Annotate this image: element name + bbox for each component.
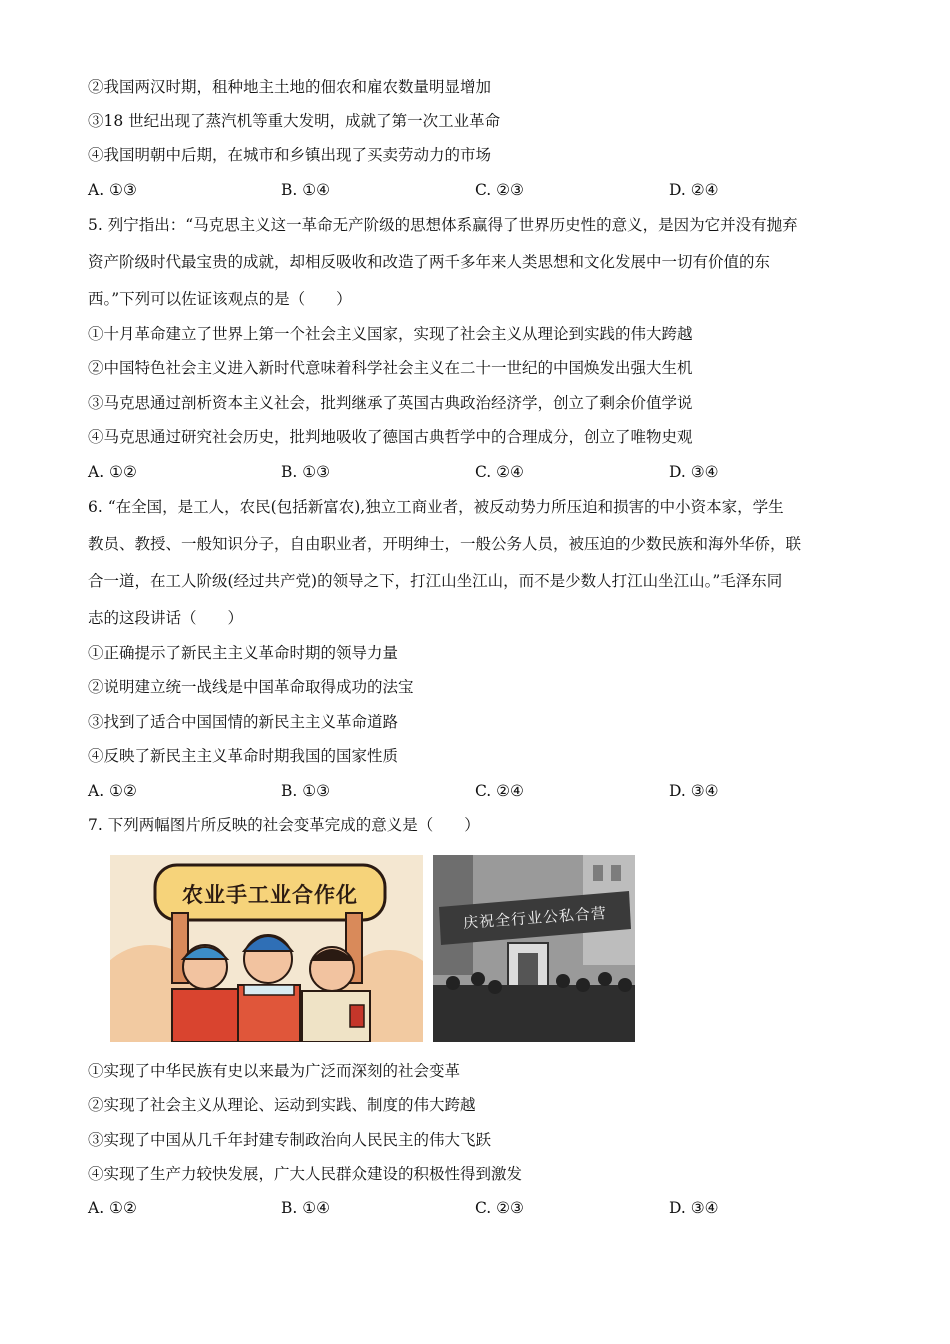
q6-choice-b[interactable]: B. ①③ [281,782,331,800]
q5-choice-d[interactable]: D. ③④ [669,463,719,481]
q5-stem-line-2: 资产阶级时代最宝贵的成就，却相反吸收和改造了两千多年来人类思想和文化发展中一切有价值的东 [88,253,771,271]
q5-item-1: ①十月革命建立了世界上第一个社会主义国家，实现了社会主义从理论到实践的伟大跨越 [88,325,693,343]
q6-item-4: ④反映了新民主主义革命时期我国的国家性质 [88,747,399,765]
q4-choices [88,180,848,200]
q5-choice-b[interactable]: B. ①③ [281,463,331,481]
q7-choice-a[interactable]: A. ①② [88,1199,137,1217]
q4-item-4: ④我国明朝中后期，在城市和乡镇出现了买卖劳动力的市场 [88,146,492,164]
q7-stem: 7. 下列两幅图片所反映的社会变革完成的意义是（ ） [88,816,480,834]
q4-item-3: ③18 世纪出现了蒸汽机等重大发明，成就了第一次工业革命 [88,112,501,130]
q6-item-1: ①正确提示了新民主主义革命时期的领导力量 [88,644,399,662]
q7-item-1: ①实现了中华民族有史以来最为广泛而深刻的社会变革 [88,1062,461,1080]
q6-choices [88,781,848,801]
q6-stem-line-4: 志的这段讲话（ ） [88,609,244,627]
q7-item-2: ②实现了社会主义从理论、运动到实践、制度的伟大跨越 [88,1096,476,1114]
q4-choice-a[interactable]: A. ①③ [88,181,137,199]
q6-choice-c[interactable]: C. ②④ [475,782,524,800]
q6-item-2: ②说明建立统一战线是中国革命取得成功的法宝 [88,678,414,696]
q7-item-3: ③实现了中国从几千年封建专制政治向人民民主的伟大飞跃 [88,1131,492,1149]
q6-stem-line-1: 6. “在全国，是工人，农民(包括新富农),独立工商业者，被反动势力所压迫和损害的中小资本家，学生 [88,498,784,516]
q4-item-2: ②我国两汉时期，租种地主土地的佃农和雇农数量明显增加 [88,78,492,96]
q5-choice-c[interactable]: C. ②④ [475,463,524,481]
q6-item-3: ③找到了适合中国国情的新民主主义革命道路 [88,713,399,731]
q6-choice-a[interactable]: A. ①② [88,782,137,800]
q5-item-4: ④马克思通过研究社会历史，批判地吸收了德国古典哲学中的合理成分，创立了唯物史观 [88,428,693,446]
q4-choice-c[interactable]: C. ②③ [475,181,524,199]
q7-choice-d[interactable]: D. ③④ [669,1199,719,1217]
q7-choice-b[interactable]: B. ①④ [281,1199,331,1217]
q6-choice-d[interactable]: D. ③④ [669,782,719,800]
q4-choice-d[interactable]: D. ②④ [669,181,719,199]
q5-item-3: ③马克思通过剖析资本主义社会，批判继承了英国古典政治经济学，创立了剩余价值学说 [88,394,693,412]
parade-banner-text: 庆祝全行业公私合营 [462,903,608,933]
q5-stem-line-1: 5. 列宁指出：“马克思主义这一革命无产阶级的思想体系赢得了世界历史性的意义，是因为它并没有抛弃 [88,216,798,234]
q7-choice-c[interactable]: C. ②③ [475,1199,524,1217]
q6-stem-line-2: 教员、教授、一般知识分子，自由职业者，开明绅士，一般公务人员，被压迫的少数民族和海外华侨，联 [88,535,802,553]
q7-item-4: ④实现了生产力较快发展，广大人民群众建设的积极性得到激发 [88,1165,523,1183]
q6-stem-line-3: 合一道，在工人阶级(经过共产党)的领导之下，打江山坐江山，而不是少数人打江山坐江山。”毛泽东同 [88,572,783,590]
cooperative-banner-text: 农业手工业合作化 [182,883,358,907]
cooperative-illustration [110,855,423,1042]
q5-stem-line-3: 西。”下列可以佐证该观点的是（ ） [88,290,352,308]
q5-item-2: ②中国特色社会主义进入新时代意味着科学社会主义在二十一世纪的中国焕发出强大生机 [88,359,693,377]
parade-photo [433,855,635,1042]
parade-photo-art [433,855,635,1042]
q5-choices [88,462,848,482]
q4-choice-b[interactable]: B. ①④ [281,181,331,199]
q7-choices [88,1198,848,1218]
q5-choice-a[interactable]: A. ①② [88,463,137,481]
